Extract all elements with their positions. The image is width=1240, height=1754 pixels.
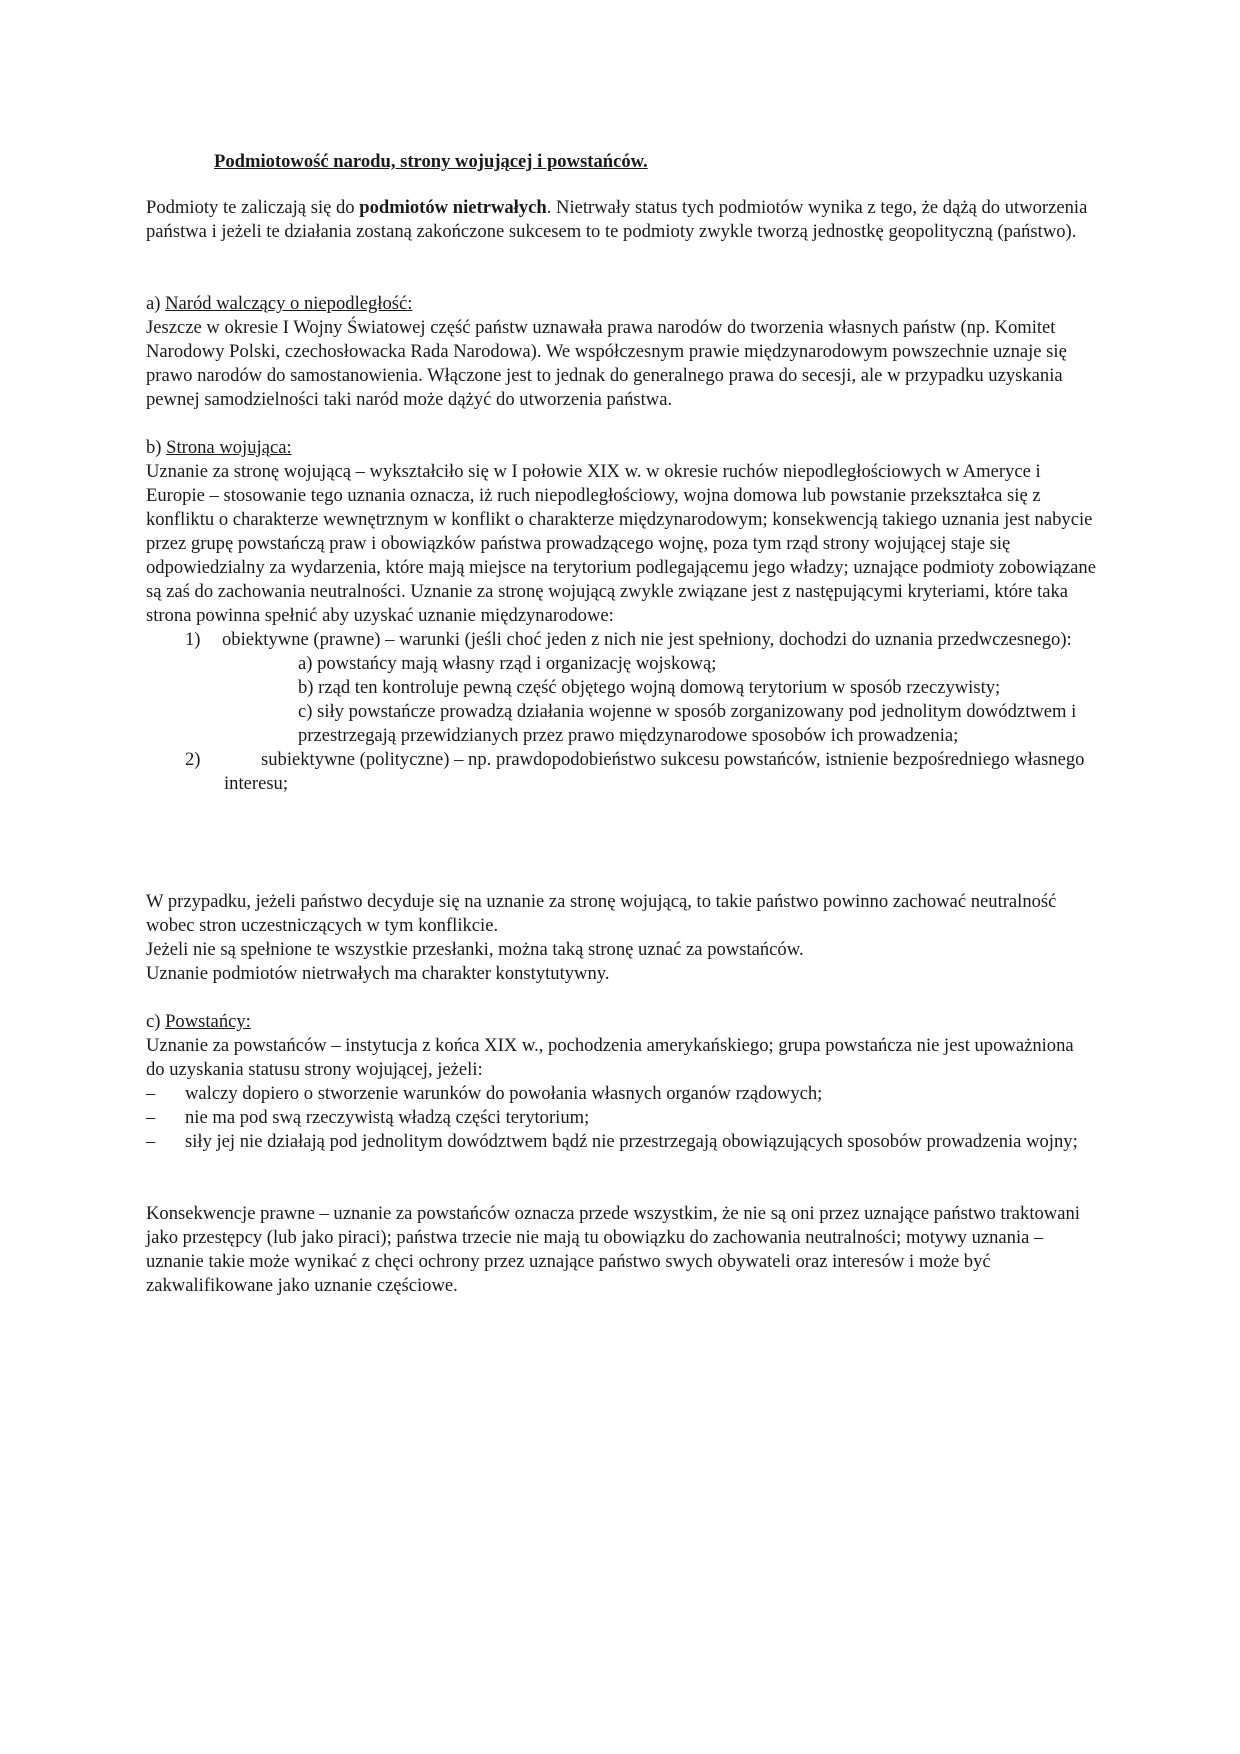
dash-marker: –: [146, 1083, 156, 1104]
criteria-item: [146, 748, 1096, 796]
section-c-prefix: c): [146, 1011, 166, 1032]
subcriteria-item: c) siły powstańcze prowadzą działania wojenne w sposób zorganizowany pod jednolitym dowództwem i przestrzegają przewidzianych przez prawo międzynarodowe sposobów ich prowadzenia;: [298, 701, 1077, 746]
consequences-paragraph: [146, 1202, 1096, 1298]
section-a: [146, 292, 1096, 412]
condition-item: [146, 1106, 1096, 1130]
dash-marker: –: [146, 1107, 156, 1128]
subcriteria-item: a) powstańcy mają własny rząd i organizację wojskową;: [298, 653, 717, 674]
subcriteria-list: [185, 652, 1096, 748]
section-a-heading-text: Naród walczący o niepodległość:: [165, 293, 413, 314]
closing-paragraph: Jeżeli nie są spełnione te wszystkie przesłanki, można taką stronę uznać za powstańców.: [146, 939, 804, 960]
condition-text: walczy dopiero o stworzenie warunków do powołania własnych organów rządowych;: [185, 1083, 823, 1104]
conditions-list: [146, 1082, 1096, 1154]
closing-paragraph: W przypadku, jeżeli państwo decyduje się na uznanie za stronę wojującą, to takie państwo powinno zachować neutralność wobec stron uczestniczących w tym konflikcie.: [146, 891, 1057, 936]
section-a-heading: [146, 292, 1096, 316]
section-b-text: Uznanie za stronę wojującą – wykształciło się w I połowie XIX w. w okresie ruchów niepodległościowych w Ameryce i Europie – stosowanie tego uznania oznacza, iż ruch niepodległościowy, wojna domowa lub powstanie przekształca się z konfliktu o charakterze wewnętrznym w konflikt o charakterze międzynarodowym; konsekwencją takiego uznania jest nabycie przez grupę powstańczą praw i obowiązków państwa prowadzącego wojnę, poza tym rząd strony wojującej staje się odpowiedzialny za wydarzenia, które mają miejsce na terytorium podlegającemu jego władzy; uznające podmioty zobowiązane są zaś do zachowania neutralności. Uznanie za stronę wojującą zwykle związane jest z następującymi kryteriami, które taka strona powinna spełnić aby uzyskać uznanie międzynarodowe:: [146, 461, 1096, 626]
section-c: [146, 1010, 1096, 1154]
dash-marker: –: [146, 1131, 156, 1152]
section-c-heading-text: Powstańcy:: [165, 1011, 251, 1032]
consequences-text: Konsekwencje prawne – uznanie za powstańców oznacza przede wszystkim, że nie są oni przez uznające państwo traktowani jako przestępcy (lub jako piraci); państwa trzecie nie mają tu obowiązku do zachowania neutralności; motywy uznania – uznanie takie może wynikać z chęci ochrony przez uznające państwo swych obywateli oraz interesów i może być zakwalifikowane jako uznanie częściowe.: [146, 1203, 1080, 1296]
document-title: Podmiotowość narodu, strony wojującej i powstańców.: [214, 151, 648, 172]
criteria-item: [146, 628, 1096, 748]
condition-item: [146, 1082, 1096, 1106]
condition-text: nie ma pod swą rzeczywistą władzą części terytorium;: [185, 1107, 590, 1128]
criteria-marker: 1): [185, 629, 201, 650]
criteria-marker: 2): [185, 749, 201, 770]
section-b-heading-text: Strona wojująca:: [166, 437, 292, 458]
intro-paragraph: [146, 196, 1096, 244]
criteria-text: subiektywne (polityczne) – np. prawdopodobieństwo sukcesu powstańców, istnienie bezpośredniego własnego interesu;: [224, 749, 1085, 794]
intro-pre: Podmioty te zaliczają się do: [146, 197, 360, 218]
condition-text: siły jej nie działają pod jednolitym dowództwem bądź nie przestrzegają obowiązujących sposobów prowadzenia wojny;: [185, 1131, 1078, 1152]
section-a-text: Jeszcze w okresie I Wojny Światowej część państw uznawała prawa narodów do tworzenia własnych państw (np. Komitet Narodowy Polski, czechosłowacka Rada Narodowa). We współczesnym prawie międzynarodowym powszechnie uznaje się prawo narodów do samostanowienia. Włączone jest to jednak do generalnego prawa do secesji, ale w przypadku uzyskania pewnej samodzielności taki naród może dążyć do utworzenia państwa.: [146, 317, 1067, 410]
section-a-prefix: a): [146, 293, 166, 314]
section-b-closing: [146, 890, 1096, 986]
condition-item: [146, 1130, 1096, 1154]
section-c-heading: [146, 1010, 1096, 1034]
intro-post: . Nietrwały status tych podmiotów wynika z tego, że dążą do utworzenia państwa i jeżeli te działania zostaną zakończone sukcesem to te podmioty zwykle tworzą jednostkę geopolityczną (państwo).: [146, 197, 1088, 242]
section-b-prefix: b): [146, 437, 167, 458]
subcriteria-item: b) rząd ten kontroluje pewną część objętego wojną domową terytorium w sposób rzeczywisty;: [298, 677, 1001, 698]
criteria-list: [146, 628, 1096, 796]
section-b-heading: [146, 436, 1096, 460]
criteria-text: obiektywne (prawne) – warunki (jeśli choć jeden z nich nie jest spełniony, dochodzi do uznania przedwczesnego):: [222, 629, 1072, 650]
section-c-text: Uznanie za powstańców – instytucja z końca XIX w., pochodzenia amerykańskiego; grupa powstańcza nie jest upoważniona do uzyskania statusu strony wojującej, jeżeli:: [146, 1035, 1074, 1080]
section-b: [146, 436, 1096, 796]
closing-paragraph: Uznanie podmiotów nietrwałych ma charakter konstytutywny.: [146, 963, 610, 984]
intro-bold-term: podmiotów nietrwałych: [359, 197, 547, 218]
